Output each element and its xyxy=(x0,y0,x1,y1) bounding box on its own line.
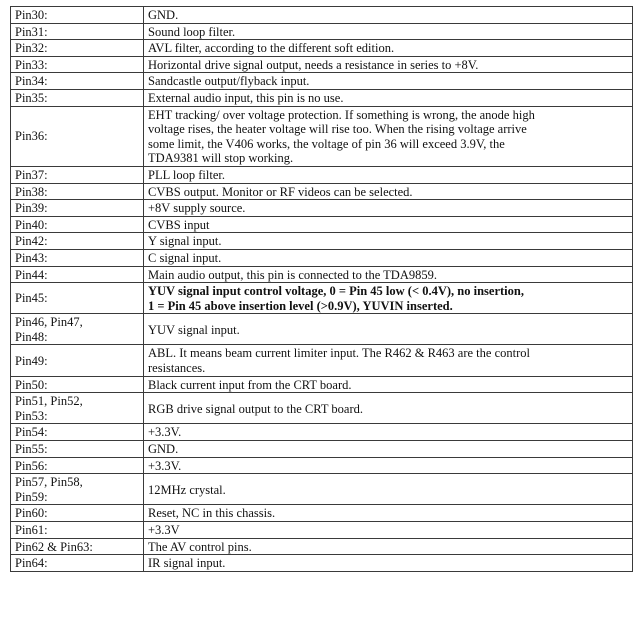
pin-number-cell: Pin33: xyxy=(11,56,144,73)
table-row xyxy=(11,233,633,250)
pin-description-cell: Main audio output, this pin is connected to the TDA9859. xyxy=(144,266,633,283)
pin-number-cell: Pin61: xyxy=(11,522,144,539)
pin-description-cell: PLL loop filter. xyxy=(144,166,633,183)
pin-number-cell: Pin64: xyxy=(11,555,144,572)
table-row xyxy=(11,40,633,57)
pin-description-cell: ABL. It means beam current limiter input. The R462 & R463 are the control resistances. xyxy=(144,345,633,376)
table-row xyxy=(11,7,633,24)
table-row xyxy=(11,538,633,555)
pin-number-cell: Pin31: xyxy=(11,23,144,40)
table-row xyxy=(11,424,633,441)
pin-number-cell: Pin39: xyxy=(11,200,144,217)
table-row xyxy=(11,441,633,458)
pin-number-cell: Pin50: xyxy=(11,376,144,393)
table-row xyxy=(11,283,633,314)
pin-number-cell: Pin62 & Pin63: xyxy=(11,538,144,555)
table-row xyxy=(11,249,633,266)
pin-description-cell: Y signal input. xyxy=(144,233,633,250)
table-row xyxy=(11,393,633,424)
table-row xyxy=(11,266,633,283)
pin-number-cell: Pin46, Pin47, Pin48: xyxy=(11,314,144,345)
pin-number-cell: Pin36: xyxy=(11,106,144,166)
pin-description-cell: CVBS input xyxy=(144,216,633,233)
table-row xyxy=(11,23,633,40)
table-row xyxy=(11,474,633,505)
pin-description-cell: Reset, NC in this chassis. xyxy=(144,505,633,522)
pin-number-cell: Pin57, Pin58, Pin59: xyxy=(11,474,144,505)
pin-number-cell: Pin35: xyxy=(11,89,144,106)
pin-description-cell: 12MHz crystal. xyxy=(144,474,633,505)
pin-description-cell: +3.3V. xyxy=(144,457,633,474)
pin-number-cell: Pin60: xyxy=(11,505,144,522)
pin-number-cell: Pin55: xyxy=(11,441,144,458)
pin-number-cell: Pin43: xyxy=(11,249,144,266)
pin-description-sheet xyxy=(10,6,632,572)
pin-description-cell: +3.3V. xyxy=(144,424,633,441)
pin-description-cell: Horizontal drive signal output, needs a resistance in series to +8V. xyxy=(144,56,633,73)
pin-description-cell: Sound loop filter. xyxy=(144,23,633,40)
pin-description-cell: Black current input from the CRT board. xyxy=(144,376,633,393)
pin-number-cell: Pin34: xyxy=(11,73,144,90)
pin-number-cell: Pin30: xyxy=(11,7,144,24)
table-row xyxy=(11,457,633,474)
pin-number-cell: Pin44: xyxy=(11,266,144,283)
table-row xyxy=(11,555,633,572)
pin-table-body xyxy=(11,7,633,572)
table-row xyxy=(11,183,633,200)
pin-description-cell: External audio input, this pin is no use. xyxy=(144,89,633,106)
pin-description-cell: CVBS output. Monitor or RF videos can be selected. xyxy=(144,183,633,200)
pin-description-cell: AVL filter, according to the different soft edition. xyxy=(144,40,633,57)
pin-description-cell: EHT tracking/ over voltage protection. If something is wrong, the anode high voltage rises, the heater voltage will rise too. When the rising voltage arrive some limit, the V406 works, the voltage of pin 36 will exceed 3.9V, the TDA9381 will stop working. xyxy=(144,106,633,166)
table-row xyxy=(11,200,633,217)
table-row xyxy=(11,376,633,393)
table-row xyxy=(11,522,633,539)
pin-description-cell: +3.3V xyxy=(144,522,633,539)
pin-number-cell: Pin37: xyxy=(11,166,144,183)
pin-description-cell: RGB drive signal output to the CRT board. xyxy=(144,393,633,424)
table-row xyxy=(11,166,633,183)
pin-number-cell: Pin51, Pin52, Pin53: xyxy=(11,393,144,424)
pin-description-cell: Sandcastle output/flyback input. xyxy=(144,73,633,90)
pin-table xyxy=(10,6,633,572)
table-row xyxy=(11,216,633,233)
pin-number-cell: Pin49: xyxy=(11,345,144,376)
table-row xyxy=(11,505,633,522)
table-row xyxy=(11,106,633,166)
pin-description-cell: C signal input. xyxy=(144,249,633,266)
pin-description-cell: YUV signal input. xyxy=(144,314,633,345)
pin-description-cell: GND. xyxy=(144,7,633,24)
table-row xyxy=(11,345,633,376)
pin-description-cell: +8V supply source. xyxy=(144,200,633,217)
pin-number-cell: Pin40: xyxy=(11,216,144,233)
pin-number-cell: Pin45: xyxy=(11,283,144,314)
pin-number-cell: Pin54: xyxy=(11,424,144,441)
pin-number-cell: Pin56: xyxy=(11,457,144,474)
pin-description-cell: The AV control pins. xyxy=(144,538,633,555)
pin-description-cell: IR signal input. xyxy=(144,555,633,572)
pin-description-cell: YUV signal input control voltage, 0 = Pin 45 low (< 0.4V), no insertion, 1 = Pin 45 above insertion level (>0.9V), YUVIN inserted. xyxy=(144,283,633,314)
pin-number-cell: Pin32: xyxy=(11,40,144,57)
pin-number-cell: Pin42: xyxy=(11,233,144,250)
pin-number-cell: Pin38: xyxy=(11,183,144,200)
table-row xyxy=(11,73,633,90)
table-row xyxy=(11,89,633,106)
pin-description-cell: GND. xyxy=(144,441,633,458)
table-row xyxy=(11,314,633,345)
table-row xyxy=(11,56,633,73)
